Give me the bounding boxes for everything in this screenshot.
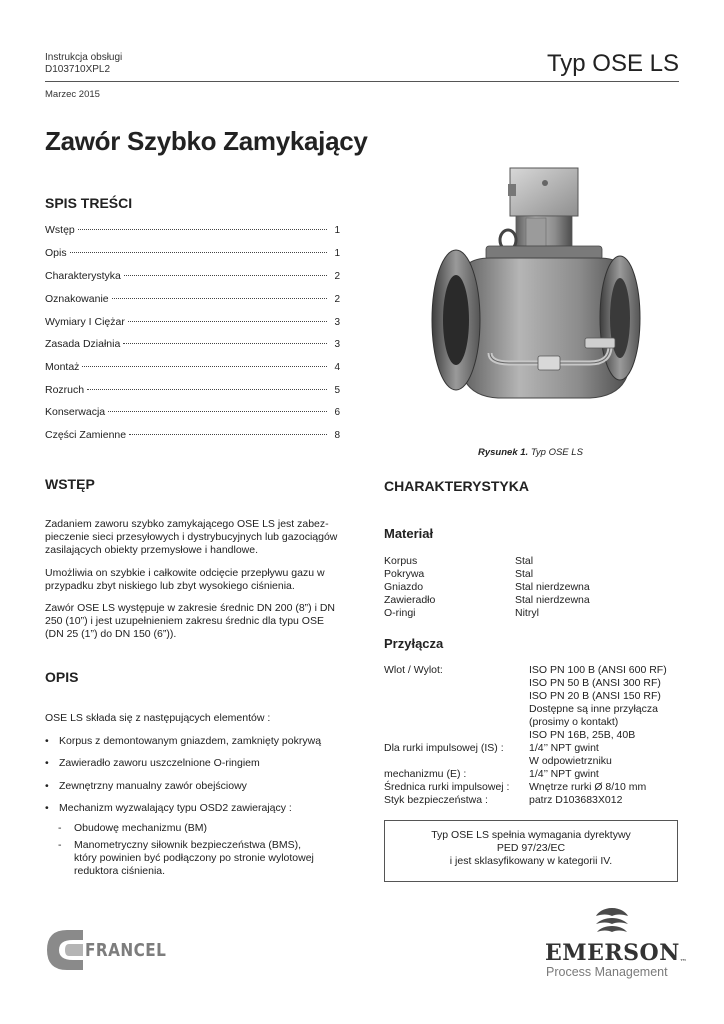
toc-page: 8 — [334, 430, 340, 441]
list-item — [45, 757, 345, 770]
toc-item[interactable] — [45, 384, 340, 397]
bullet-mark: • — [45, 780, 49, 792]
doc-code: D103710XPL2 — [45, 64, 111, 75]
toc-page: 3 — [334, 317, 340, 328]
doc-date: Marzec 2015 — [45, 89, 100, 100]
emerson-subline: Process Management — [546, 965, 668, 979]
valve-photo — [420, 158, 660, 413]
francel-wordmark: FRANCEL — [85, 940, 167, 961]
toc-label: Zasada Działnia — [45, 338, 121, 350]
material-key: Gniazdo — [384, 581, 424, 593]
list-item — [45, 735, 345, 748]
sub-list-item — [58, 839, 348, 878]
toc-leader — [87, 389, 327, 390]
toc-leader — [129, 434, 327, 435]
connection-key: Dla rurki impulsowej (IS) : — [384, 742, 504, 754]
material-value: Nitryl — [515, 607, 539, 619]
toc-leader — [70, 252, 327, 253]
toc-label: Opis — [45, 247, 67, 259]
dash-mark: - — [58, 839, 62, 851]
toc-item[interactable] — [45, 361, 340, 374]
toc-heading: SPIS TREŚCI — [45, 195, 133, 211]
connection-value: ISO PN 100 B (ANSI 600 RF) — [529, 664, 667, 676]
list-item-text: Mechanizm wyzwalający typu OSD2 zawierający : — [59, 802, 292, 814]
material-key: Zawieradło — [384, 594, 436, 606]
subheading-material: Materiał — [384, 526, 434, 541]
toc-item[interactable] — [45, 338, 340, 351]
connection-value: patrz D103683X012 — [529, 794, 623, 806]
bullet-mark: • — [45, 735, 49, 747]
toc-item[interactable] — [45, 247, 340, 260]
connection-value: Wnętrze rurki Ø 8/10 mm — [529, 781, 647, 793]
connection-key: mechanizmu (E) : — [384, 768, 467, 780]
toc-page: 2 — [334, 271, 340, 282]
toc-leader — [108, 411, 327, 412]
toc-page: 5 — [334, 385, 340, 396]
compliance-line-3: i jest sklasyfikowany w kategorii IV. — [449, 855, 613, 867]
material-key: Pokrywa — [384, 568, 425, 580]
list-item-text: Korpus z demontowanym gniazdem, zamknięty pokrywą — [59, 735, 322, 747]
figure-caption-text: Typ OSE LS — [530, 447, 583, 458]
material-value: Stal nierdzewna — [515, 594, 590, 606]
toc-label: Części Zamienne — [45, 429, 127, 441]
compliance-line-2: PED 97/23/EC — [496, 842, 566, 854]
connection-value: 1/4’’ NPT gwint — [529, 742, 599, 754]
connection-value: (prosimy o kontakt) — [529, 716, 619, 728]
material-value: Stal — [515, 555, 534, 567]
bullet-mark: • — [45, 802, 49, 814]
material-key: O-ringi — [384, 607, 416, 619]
toc-label: Rozruch — [45, 384, 85, 396]
material-value: Stal nierdzewna — [515, 581, 590, 593]
toc-label: Montaż — [45, 361, 80, 373]
toc-label: Wstęp — [45, 224, 75, 236]
sub-list-item-text: Manometryczny siłownik bezpieczeństwa (BMS), który powinien być podłączony po stronie wylotowej reduktora ciśnienia. — [74, 839, 314, 877]
connection-key: Styk bezpieczeństwa : — [384, 794, 488, 806]
emerson-wordmark-text: EMERSON — [545, 940, 680, 966]
figure-caption-label: Rysunek 1. — [478, 447, 529, 458]
subheading-przylacza: Przyłącza — [384, 636, 444, 651]
toc-label: Oznakowanie — [45, 293, 109, 305]
toc-leader — [128, 321, 327, 322]
francel-logo — [45, 928, 175, 973]
toc-page: 4 — [334, 362, 340, 373]
compliance-line-1: Typ OSE LS spełnia wymagania dyrektywy — [431, 829, 631, 841]
connection-value: W odpowietrzniku — [529, 755, 612, 767]
toc-item[interactable] — [45, 270, 340, 283]
material-key: Korpus — [384, 555, 418, 567]
list-item-text: Zewnętrzny manualny zawór obejściowy — [59, 780, 247, 792]
toc-page: 6 — [334, 407, 340, 418]
toc-item[interactable] — [45, 224, 340, 237]
connection-key: Średnica rurki impulsowej : — [384, 781, 510, 793]
connection-value: ISO PN 16B, 25B, 40B — [529, 729, 636, 741]
connection-value: ISO PN 50 B (ANSI 300 RF) — [529, 677, 661, 689]
emerson-mark-icon — [592, 906, 632, 938]
connection-key: Wlot / Wylot: — [384, 664, 443, 676]
toc-page: 1 — [334, 248, 340, 259]
section-heading-charakterystyka: CHARAKTERYSTYKA — [384, 478, 529, 494]
toc-label: Konserwacja — [45, 406, 106, 418]
list-item — [45, 780, 345, 793]
toc-leader — [78, 229, 327, 230]
toc-label: Wymiary I Ciężar — [45, 316, 125, 328]
toc-item[interactable] — [45, 293, 340, 306]
sub-list-item-text: Obudowę mechanizmu (BM) — [74, 822, 208, 834]
wstep-paragraph-1: Zadaniem zaworu szybko zamykającego OSE LS jest zabez-pieczenie sieci przesyłowych i dystrybucyjnych lub gazociągów zasilających obiekty przemysłowe i handlowe. — [45, 518, 338, 556]
compliance-box — [384, 820, 678, 882]
section-heading-wstep: WSTĘP — [45, 476, 95, 492]
connection-value: 1/4’’ NPT gwint — [529, 768, 599, 780]
toc-item[interactable] — [45, 406, 340, 419]
emerson-logo — [545, 906, 688, 981]
page-title: Zawór Szybko Zamykający — [45, 126, 368, 156]
wstep-paragraph-2: Umożliwia on szybkie i całkowite odcięcie przepływu gazu w przypadku zbyt niskiego lub zbyt wysokiego ciśnienia. — [45, 567, 325, 592]
wstep-paragraph-3: Zawór OSE LS występuje w zakresie średnic DN 200 (8”) i DN 250 (10”) i jest uzupełnieniem zakresu średnic dla typu OSE (DN 25 (1”) do DN 150 (6”)). — [45, 602, 336, 640]
dash-mark: - — [58, 822, 62, 834]
connection-value: ISO PN 20 B (ANSI 150 RF) — [529, 690, 661, 702]
figure-caption — [478, 447, 583, 458]
opis-intro: OSE LS składa się z następujących elementów : — [45, 712, 271, 724]
toc-label: Charakterystyka — [45, 270, 121, 282]
sub-list-item — [58, 822, 348, 835]
toc-page: 1 — [334, 225, 340, 236]
product-name: Typ OSE LS — [546, 50, 679, 77]
doc-type: Instrukcja obsługi — [45, 52, 123, 63]
toc-leader — [124, 275, 327, 276]
header-rule — [45, 81, 679, 82]
list-item — [45, 802, 345, 815]
francel-mark-icon — [45, 928, 85, 972]
emerson-trademark: ™ — [679, 958, 688, 966]
toc-page: 2 — [334, 294, 340, 305]
toc-item[interactable] — [45, 316, 340, 329]
bullet-mark: • — [45, 757, 49, 769]
toc-item[interactable] — [45, 429, 340, 442]
toc-page: 3 — [334, 339, 340, 350]
list-item-text: Zawieradło zaworu uszczelnione O-ringiem — [59, 757, 260, 769]
toc-leader — [123, 343, 327, 344]
connection-value: Dostępne są inne przyłącza — [529, 703, 658, 715]
material-value: Stal — [515, 568, 534, 580]
toc-leader — [82, 366, 327, 367]
emerson-wordmark — [545, 940, 687, 966]
toc-leader — [112, 298, 327, 299]
section-heading-opis: OPIS — [45, 669, 79, 685]
